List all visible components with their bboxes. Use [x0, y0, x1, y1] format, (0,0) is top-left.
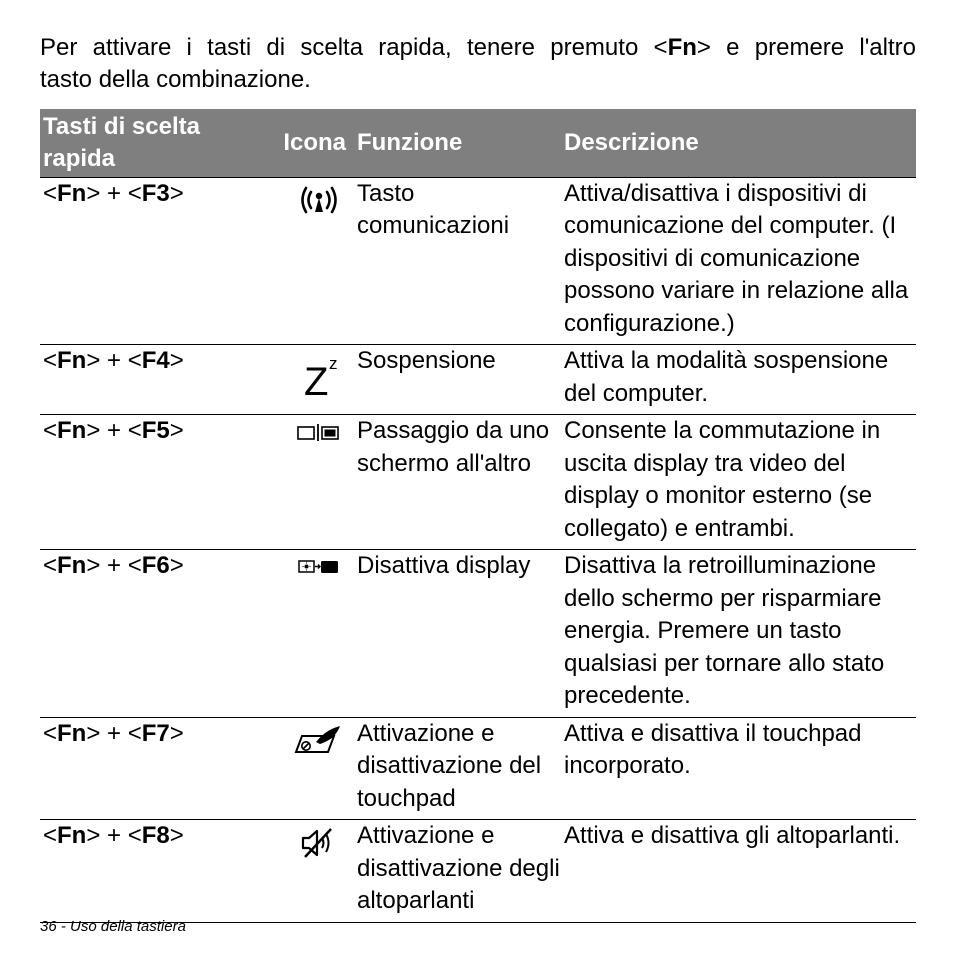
display-off-icon [288, 556, 350, 578]
svg-text:z: z [329, 354, 338, 373]
fn-key: Fn [57, 552, 87, 579]
description-cell: Attiva e disattiva gli altoparlanti. [564, 822, 901, 849]
icon-cell [256, 717, 350, 820]
header-icon: Icona [283, 128, 346, 156]
function-key: F6 [141, 552, 170, 579]
function-key: F4 [141, 347, 170, 374]
function-key: F5 [141, 417, 170, 444]
description-cell: Attiva/disattiva i dispositivi di comunicazione del computer. (I dispositivi di comunicazione possono variare in relazione alla configurazione.) [564, 179, 909, 337]
hotkey-cell: <Fn> + <F4> [43, 347, 184, 374]
table-row [40, 550, 916, 718]
header-function: Funzione [357, 128, 463, 156]
table-row [40, 415, 916, 550]
header-description: Descrizione [564, 128, 699, 156]
function-key: F3 [141, 179, 170, 207]
hotkey-cell: <Fn> + <F8> [43, 822, 184, 849]
function-cell: Attivazione e disattivazione degli altoparlanti [357, 822, 560, 914]
fn-key: Fn [57, 179, 87, 207]
description-cell: Attiva la modalità sospensione del computer. [564, 347, 889, 407]
icon-cell [256, 820, 350, 923]
intro-line-2: tasto della combinazione. [40, 66, 311, 93]
page-footer: 36 - Uso della tastiera [40, 918, 186, 935]
table-header-row [40, 109, 916, 177]
fn-key: Fn [57, 347, 87, 374]
function-cell: Attivazione e disattivazione del touchpad [357, 719, 542, 812]
intro-text-before: Per attivare i tasti di scelta rapida, tenere premuto < [40, 34, 668, 61]
function-cell: Disattiva display [357, 552, 531, 579]
hotkey-cell: <Fn> + <F5> [43, 417, 184, 444]
hotkeys-table [40, 109, 916, 923]
table-row [40, 177, 916, 345]
intro-fn-key: Fn [667, 34, 697, 61]
speaker-toggle-icon [288, 826, 350, 860]
function-cell: Tasto comunicazioni [357, 179, 510, 239]
hotkey-cell: <Fn> + <F7> [43, 719, 184, 747]
function-key: F8 [141, 822, 170, 849]
header-keys: Tasti di scelta rapida [43, 112, 200, 172]
sleep-zz-icon [288, 351, 350, 397]
fn-key: Fn [57, 719, 87, 747]
wireless-communication-icon [288, 184, 350, 216]
touchpad-toggle-icon [288, 724, 350, 756]
intro-text-after: > e premere l'altro [696, 34, 916, 61]
hotkey-cell: <Fn> + <F6> [43, 552, 184, 579]
function-cell: Passaggio da uno schermo all'altro [357, 417, 550, 477]
description-cell: Disattiva la retroilluminazione dello schermo per risparmiare energia. Premere un tasto qualsiasi per tornare allo stato precedente. [564, 552, 885, 709]
icon-cell [256, 415, 350, 550]
hotkey-cell: <Fn> + <F3> [43, 179, 184, 207]
table-row [40, 820, 916, 923]
intro-paragraph [40, 32, 916, 96]
table-row [40, 717, 916, 820]
fn-key: Fn [57, 822, 87, 849]
function-key: F7 [141, 719, 170, 747]
fn-key: Fn [57, 417, 87, 444]
icon-cell [256, 345, 350, 415]
description-cell: Attiva e disattiva il touchpad incorporato. [564, 719, 862, 779]
description-cell: Consente la commutazione in uscita display tra video del display o monitor esterno (se collegato) e entrambi. [564, 417, 881, 542]
table-row [40, 345, 916, 415]
icon-cell [256, 550, 350, 718]
display-toggle-icon [288, 421, 350, 443]
intro-line-1 [40, 32, 916, 64]
function-cell: Sospensione [357, 347, 496, 374]
svg-text:Z: Z [304, 360, 329, 397]
icon-cell [256, 177, 350, 345]
